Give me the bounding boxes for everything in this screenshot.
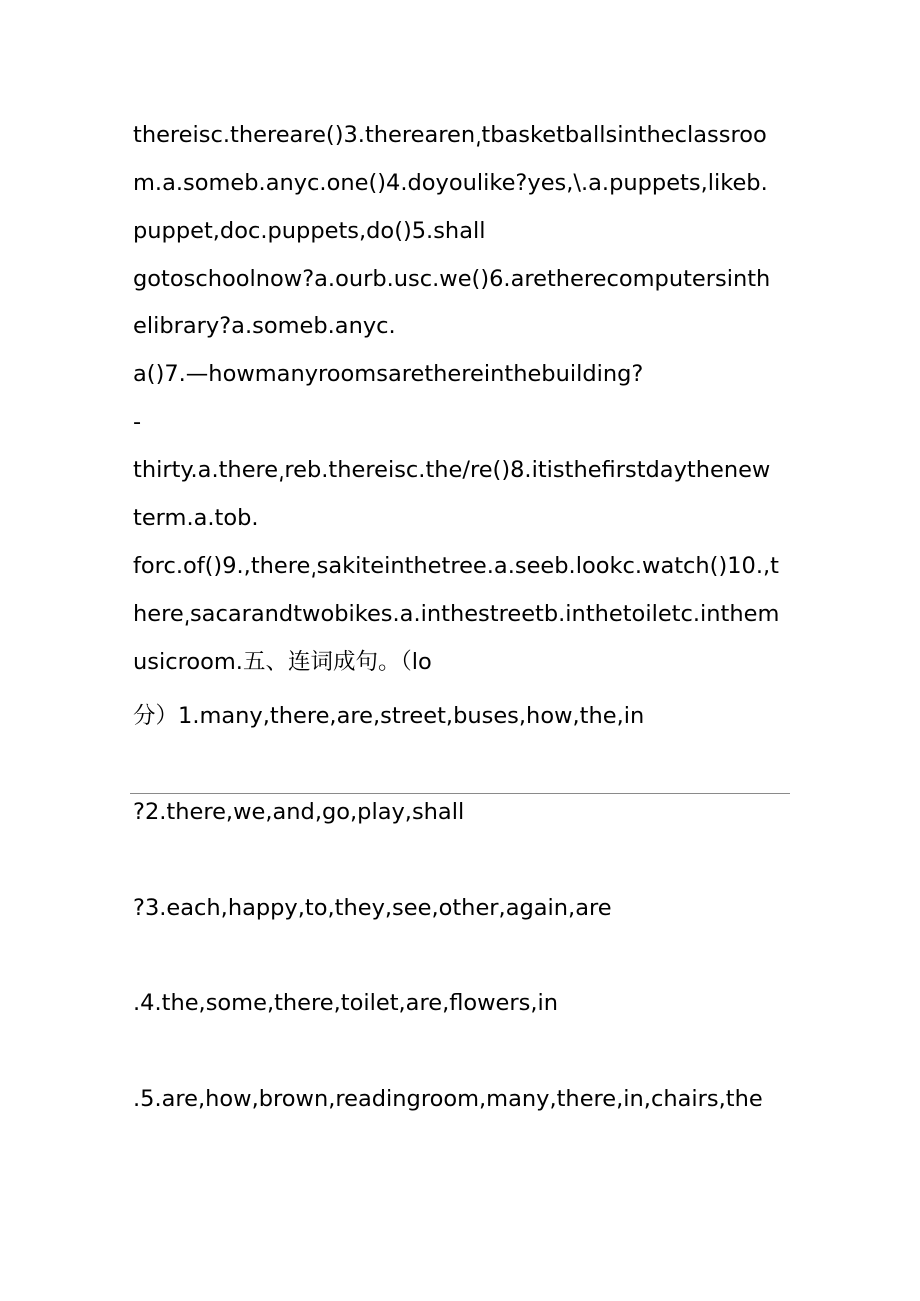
text-line-3: puppet,doc.puppets,do()5.shall	[133, 218, 486, 244]
answer-rule	[130, 793, 790, 794]
text-line-9: term.a.tob.	[133, 505, 259, 531]
text-line-5: elibrary?a.someb.anyc.	[133, 313, 396, 339]
answer-line-2: ?2.there,we,and,go,play,shall	[133, 799, 465, 825]
answer-line-4: .4.the,some,there,toilet,are,flowers,in	[133, 990, 559, 1016]
text-line-2: m.a.someb.anyc.one()4.doyoulike?yes,\.a.puppets,likeb.	[133, 170, 768, 196]
answer-line-3: ?3.each,happy,to,they,see,other,again,are	[133, 895, 612, 921]
text-line-6: a()7.—howmanyroomsaretherein​thebuilding?	[133, 361, 644, 387]
answer-line-5: .5.are,how,brown,readingroom,many,there,in,chairs,the	[133, 1086, 763, 1112]
text-line-13: 分）1.many,there,are,street,buses,how,the,in	[133, 703, 645, 729]
text-line-8: thirty.a.there͵reb.thereisc.the/re()8.itisthefirstdaythenew	[133, 457, 771, 483]
text-line-7: -	[133, 409, 142, 435]
text-line-4: gotoschoolnow?a.ourb.usc.we()6.arethere​computersinth	[133, 266, 771, 292]
text-line-12: usicroom.五、连词成句。（lo	[133, 649, 432, 675]
text-line-10: forc.of()9.,there͵sakiteinthetree.a.seeb.lookc.watch()10.,t	[133, 553, 779, 579]
text-line-11: here͵sacarandtwobikes.a.inthestreetb.inthetoiletc.inthem	[133, 601, 780, 627]
text-line-1: thereisc.thereare()3.therearen͵tbasketballsintheclassroo	[133, 122, 767, 148]
